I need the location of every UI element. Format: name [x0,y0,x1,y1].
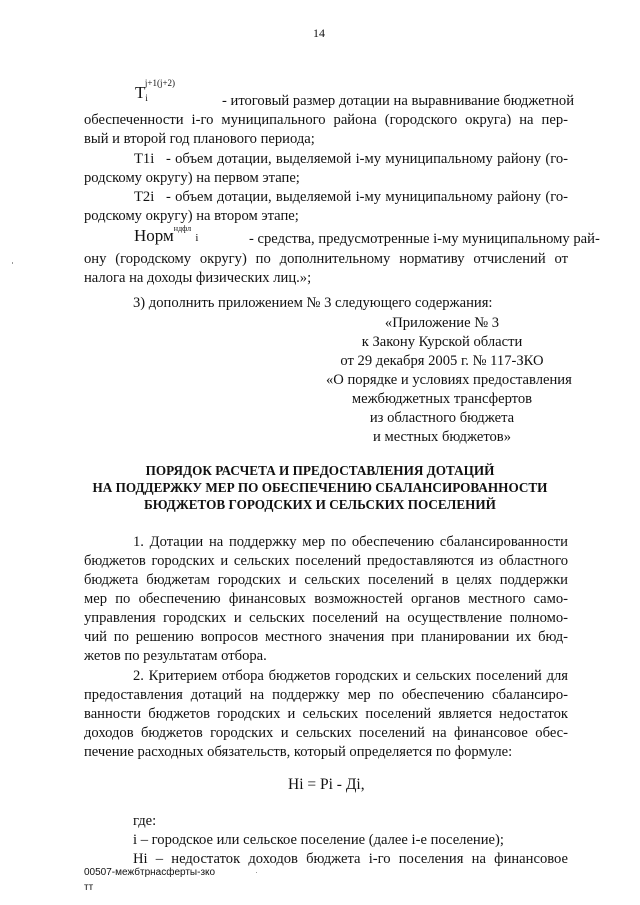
symbol-norm: Норм [134,226,174,245]
definition-t2-label: T2i [134,189,155,205]
appendix-line: межбюджетных трансфертов [351,391,533,407]
appendix-line: «О порядке и условиях предоставления [326,372,572,388]
appendix-line: «Приложение № 3 [384,315,500,331]
scan-speck [256,872,257,873]
where-item: Hi – недостаток доходов бюджета i-го поселения на финансовое [133,851,568,867]
definition-t1-line2: родскому округу) на первом этапе; [84,170,300,186]
para1-line: чий по решению вопросов местного значения при планировании их бюд- [84,629,568,645]
definition-t-line3: вый и второй год планового периода; [84,131,315,147]
appendix-line: из областного бюджета [369,410,515,426]
para1-line: мер по обеспечению финансовых возможностей органов местного само- [84,591,568,607]
symbol-t-superscript: j+1(j+2) [144,78,176,88]
formula-symbol-norm [134,226,198,246]
para2-line: ванности бюджетов городских и сельских поселений является недостаток [84,706,568,722]
symbol-t-subscript: i [145,93,148,103]
para2-line: доходов бюджетов городских и сельских поселений на финансовое обес- [84,725,568,741]
para1-line: управления городских и сельских поселений на осуществление полномо- [84,610,568,626]
formula-symbol-t [135,78,178,103]
where-label: где: [133,813,157,829]
definition-t-line2: обеспеченности i-го муниципального района (городского округа) на пер- [84,112,568,128]
title-line: ПОРЯДОК РАСЧЕТА И ПРЕДОСТАВЛЕНИЯ ДОТАЦИЙ [145,463,495,478]
symbol-norm-superscript: ндфл [173,224,192,233]
definition-t2-line2: родскому округу) на втором этапе; [84,208,299,224]
para1-line: бюджета бюджетам городских и сельских поселений в целях поддержки [84,572,568,588]
definition-t2-text: - объем дотации, выделяемой i-му муниципальному району (го- [166,189,568,205]
appendix-line: к Закону Курской области [361,334,523,350]
where-item: i – городское или сельское поселение (далее i-е поселение); [133,832,504,848]
definition-norm-line2: ону (городскому округу) по дополнительному нормативу отчислений от [84,251,568,267]
footer-mark: тт [84,882,94,893]
definition-t1-label: T1i [134,151,155,167]
para2-line: печение расходных обязательств, который определяется по формуле: [84,744,513,760]
definition-t1-text: - объем дотации, выделяемой i-му муниципальному району (го- [166,151,568,167]
para1-line: бюджетов городских и сельских поселений предоставляются из областного [84,553,568,569]
appendix-line: и местных бюджетов» [373,429,511,445]
section-title [0,462,640,513]
page-number: 14 [313,26,325,40]
definition-norm-line3: налога на доходы физических лиц.»; [84,270,312,286]
para2-line: 2. Критерием отбора бюджетов городских и сельских поселений для [133,668,568,684]
appendix-header [326,314,572,447]
formula: Hi = Pi - Дi, [288,776,365,793]
definition-t-text: - итоговый размер дотации на выравнивание бюджетной [222,93,575,109]
appendix-line: от 29 декабря 2005 г. № 117-ЗКО [340,353,544,369]
symbol-t: T [135,83,146,102]
title-line: НА ПОДДЕРЖКУ МЕР ПО ОБЕСПЕЧЕНИЮ СБАЛАНСИРОВАННОСТИ [92,480,548,495]
footer-filename: 00507-межбтрнасферты-зко [84,867,216,878]
symbol-norm-subscript: i [195,232,199,244]
scan-speck [12,262,13,264]
amendment-item-3: 3) дополнить приложением № 3 следующего содержания: [133,295,493,311]
definition-norm-text: - средства, предусмотренные i-му муниципальному рай- [249,231,600,247]
para1-line: 1. Дотации на поддержку мер по обеспечению сбалансированности [133,534,568,550]
title-line: БЮДЖЕТОВ ГОРОДСКИХ И СЕЛЬСКИХ ПОСЕЛЕНИЙ [144,497,496,512]
para1-line: жетов по результатам отбора. [84,648,267,664]
para2-line: предоставления дотаций на поддержку мер по обеспечению сбалансиро- [84,687,568,703]
